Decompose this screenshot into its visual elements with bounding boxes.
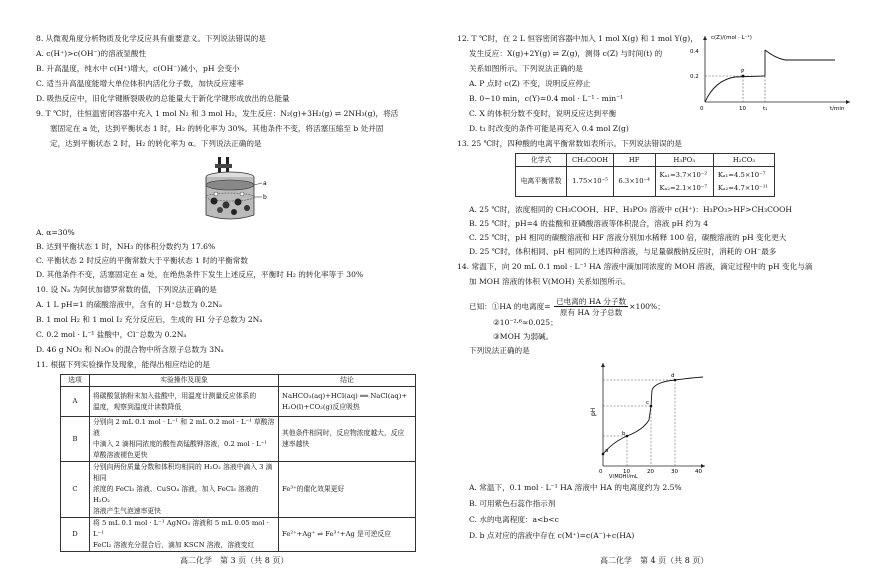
q14-point-d: d — [671, 373, 675, 379]
label-b: b — [263, 194, 267, 201]
q14-given-3: ③MOH 为弱碱。 — [493, 332, 554, 341]
q12-graph — [685, 30, 860, 112]
row-operation: 将 5 mL 0.1 mol · L⁻¹ AgNO₃ 溶液和 5 mL 0.05 mol · L⁻¹ FeCl₂ 溶液充分混合后，滴加 KSCN 溶液，溶液变红 — [90, 518, 279, 552]
q12-option-c: C. X 的体积分数不变时，说明反应达到平衡 — [469, 109, 617, 118]
row-operation: 分别向两份质量分数和体积均相同的 H₂O₂ 溶液中滴入 3 滴相同 浓度的 FeCl₃ 溶液、CuSO₄ 溶液，加入 FeCl₃ 溶液的 H₂O₂ 溶液产生气泡速率更快 — [90, 462, 279, 518]
q8-stem: 8. 从微观角度分析物质及化学反应具有重要意义。下列说法错误的是 — [36, 34, 266, 43]
q13-header-ch3cooh: CH₃COOH — [567, 154, 614, 167]
q13-option-d: D. 25 ℃时，体积相同、pH 相同的上述四种溶液，与足量碳酸钠反应时，消耗的 OH⁻最多 — [469, 247, 777, 256]
q8-option-d: D. 吸热反应中，旧化学键断裂吸收的总能量大于新化学键形成放出的总能量 — [36, 94, 290, 103]
q13-val-h2co3: Kₐ₁=4.5×10⁻⁷ Kₐ₂=4.7×10⁻¹¹ — [713, 167, 774, 197]
q8-option-b: B. 升高温度，纯水中 c(H⁺)增大，c(OH⁻)减小，pH 会变小 — [36, 64, 240, 73]
q12-x-tick-t1: t₁ — [763, 106, 768, 112]
q9-option-d: D. 其他条件不变，活塞固定在 a 处，在绝热条件下发生上述反应，平衡时 H₂ 的转化率等于 30% — [36, 270, 364, 279]
q8-option-c: C. 适当升高温度能增大单位体积内活化分子数，加快反应速率 — [36, 79, 244, 88]
q13-header-hf: HF — [613, 154, 655, 167]
fraction-denominator: 原有 HA 分子总数 — [559, 307, 623, 317]
q11-stem: 11. 根据下列实验操作及现象，能得出相应结论的是 — [36, 360, 210, 369]
q12-stem-line2: 发生反应：X(g)+2Y(g) ⇌ Z(g)，测得 c(Z) 与时间(t) 的 — [469, 49, 663, 58]
q14-given-2: ②10⁻²·⁶≈0.025； — [493, 318, 558, 327]
q13-header-h3po3: H₃PO₃ — [655, 154, 713, 167]
q14-point-a: a — [605, 448, 609, 454]
q12-x-tick-0: 0 — [700, 106, 704, 112]
q14-option-a: A. 常温下，0.1 mol · L⁻¹ HA 溶液中 HA 的电离度约为 2.5% — [469, 483, 682, 492]
fraction-numerator: 已电离的 HA 分子数 — [556, 297, 627, 306]
q12-point-p: P — [741, 69, 745, 75]
q12-stem-line1: 12. T ℃时，在 2 L 恒容密闭容器中加入 1 mol X(g) 和 1 mol Y(g)， — [457, 34, 698, 43]
q14-prompt: 下列说法正确的是 — [469, 346, 530, 355]
table-row — [61, 387, 416, 417]
q14-stem-line1: 14. 常温下，向 20 mL 0.1 mol · L⁻¹ HA 溶液中滴加同浓度的 MOH 溶液，滴定过程中的 pH 变化与滴 — [457, 262, 813, 271]
q14-stem-line2: 加 MOH 溶液的体积 V(MOH) 关系如图所示。 — [469, 277, 631, 286]
q14-x-tick: 0 — [599, 469, 603, 475]
q12-y-tick-02: 0.2 — [690, 74, 699, 80]
piston-vessel-figure — [200, 157, 272, 225]
row-conclusion: 其他条件相同时，反应物浓度越大，反应 速率越快 — [279, 417, 416, 462]
q13-row-label: 电离平衡常数 — [516, 167, 567, 197]
table-row — [61, 417, 416, 462]
q10-option-a: A. 1 L pH=1 的硫酸溶液中，含有的 H⁺总数为 0.2Nₐ — [36, 300, 222, 309]
label-a: a — [263, 180, 267, 187]
col-header-conclusion: 结论 — [279, 375, 416, 387]
q13-option-b: B. 25 ℃时，pH=4 的盐酸和亚磷酸溶液等体积混合，溶液 pH 约为 4 — [469, 219, 709, 228]
q13-val-hf: 6.3×10⁻⁴ — [613, 167, 655, 197]
q10-option-c: C. 0.2 mol · L⁻¹ 盐酸中，Cl⁻总数为 0.2Nₐ — [36, 330, 187, 339]
col-header-option: 选项 — [61, 375, 90, 387]
q9-option-c: C. 平衡状态 2 时反应的平衡常数大于平衡状态 1 时的平衡常数 — [36, 256, 248, 265]
q13-val-h3po3: Kₐ₁=3.7×10⁻² Kₐ₂=2.1×10⁻⁷ — [655, 167, 713, 197]
row-operation: 分别向 2 mL 0.1 mol · L⁻¹ 和 2 mL 0.2 mol · L⁻¹ 草酸溶液 中滴入 2 滴相同浓度的酸性高锰酸钾溶液，0.2 mol · L⁻¹ 草酸溶液褪色更快 — [90, 417, 279, 462]
q9-stem-line2: 塞固定在 a 处，达到平衡状态 1 时，H₂ 的转化率为 30%。其他条件不变，将活塞压缩至 b 处并固 — [50, 124, 384, 133]
q13-header-formula: 化学式 — [516, 154, 567, 167]
q14-graph — [585, 360, 715, 478]
q13-table — [515, 153, 775, 197]
q10-stem: 10. 设 Nₐ 为阿伏加德罗常数的值，下列说法正确的是 — [36, 285, 217, 294]
q12-y-tick-04: 0.4 — [690, 49, 699, 55]
q14-point-b: b — [622, 431, 626, 437]
q14-option-d: D. b 点对应的溶液中存在 c(M⁺)=c(A⁻)+c(HA) — [469, 531, 635, 540]
q9-option-b: B. 达到平衡状态 1 时，NH₃ 的体积分数约为 17.6% — [36, 242, 216, 251]
row-operation: 将碳酸氢钠粉末加入盐酸中，用温度计测量反应体系的 温度，观察到温度计读数降低 — [90, 387, 279, 417]
q14-ylabel: pH — [590, 407, 597, 416]
q8-option-a: A. c(H⁺)>c(OH⁻)的溶液显酸性 — [36, 49, 147, 58]
row-conclusion: NaHCO₃(aq)+HCl(aq) ══ NaCl(aq)+ H₂O(l)+CO₂(g)反应吸热 — [279, 387, 416, 417]
q10-option-b: B. 1 mol H₂ 和 1 mol I₂ 充分反应后，生成的 HI 分子总数为 2Nₐ — [36, 315, 263, 324]
row-conclusion: Fe²⁺+Ag⁺ ⇌ Fe³⁺+Ag 是可逆反应 — [279, 518, 416, 552]
q12-stem-line3: 关系如图所示。下列说法正确的是 — [469, 64, 583, 73]
table-row — [61, 518, 416, 552]
q12-x-tick-10: 10 — [739, 106, 746, 112]
row-option: C — [61, 462, 90, 518]
footer-left: 高二化学 第 3 页（共 8 页） — [180, 556, 289, 565]
q9-option-a: A. α=30% — [36, 228, 75, 237]
q13-val-ch3cooh: 1.75×10⁻⁵ — [567, 167, 614, 197]
q11-table — [60, 374, 416, 552]
q14-x-tick: 10 — [623, 469, 630, 475]
q10-option-d: D. 46 g NO₂ 和 N₂O₄ 的混合物中所含原子总数为 3Nₐ — [36, 345, 224, 354]
footer-right: 高二化学 第 4 页（共 8 页） — [600, 556, 709, 565]
row-conclusion: Fe³⁺的催化效果更好 — [279, 462, 416, 518]
q9-stem-line3: 定，达到平衡状态 2 时，H₂ 的转化率为 α。下列说法正确的是 — [50, 139, 262, 148]
q14-xlabel: V(MOH)/mL — [609, 474, 638, 478]
q13-header-h2co3: H₂CO₃ — [713, 154, 774, 167]
table-row — [61, 462, 416, 518]
row-option: A — [61, 387, 90, 417]
q14-option-c: C. 水的电离程度：a<b<c — [469, 515, 559, 524]
q12-option-d: D. t₁ 时改变的条件可能是再充入 0.4 mol Z(g) — [469, 124, 629, 133]
col-header-operation: 实验操作及现象 — [90, 375, 279, 387]
q13-stem: 13. 25 ℃时，四种酸的电离平衡常数如表所示。下列说法错误的是 — [457, 139, 682, 148]
q13-option-a: A. 25 ℃时，浓度相同的 CH₃COOH、HF、H₃PO₃ 溶液中 c(H⁺)：H₃PO₃>HF>CH₃COOH — [469, 205, 792, 214]
q13-option-c: C. 25 ℃时，pH 相同的碳酸溶液和 HF 溶液分别加水稀释 100 倍，碳酸溶液的 pH 变化更大 — [469, 233, 787, 242]
q9-stem-line1: 9. T ℃时，往恒温密闭容器中充入 1 mol N₂ 和 3 mol H₂，发生反应：N₂(g)+3H₂(g) ⇌ 2NH₃(g)，将活 — [36, 109, 399, 118]
q12-option-b: B. 0~10 min，c(Y)=0.4 mol · L⁻¹ · min⁻¹ — [469, 94, 624, 103]
q12-ylabel: c(Z)/(mol · L⁻¹) — [711, 35, 752, 41]
q12-option-a: A. P 点时 c(Z) 不变，说明反应停止 — [469, 79, 591, 88]
q14-option-b: B. 可用紫色石蕊作指示剂 — [469, 499, 556, 508]
q14-x-tick: 20 — [647, 469, 654, 475]
q12-xlabel: t/min — [830, 106, 845, 112]
q14-point-c: c — [646, 400, 650, 406]
q14-x-tick: 30 — [671, 469, 678, 475]
row-option: D — [61, 518, 90, 552]
q14-x-tick: 40 — [695, 469, 702, 475]
q14-given-1: 已知：①HA 的电离度= 已电离的 HA 分子数 原有 HA 分子总数 ×100%； — [469, 297, 665, 317]
row-option: B — [61, 417, 90, 462]
